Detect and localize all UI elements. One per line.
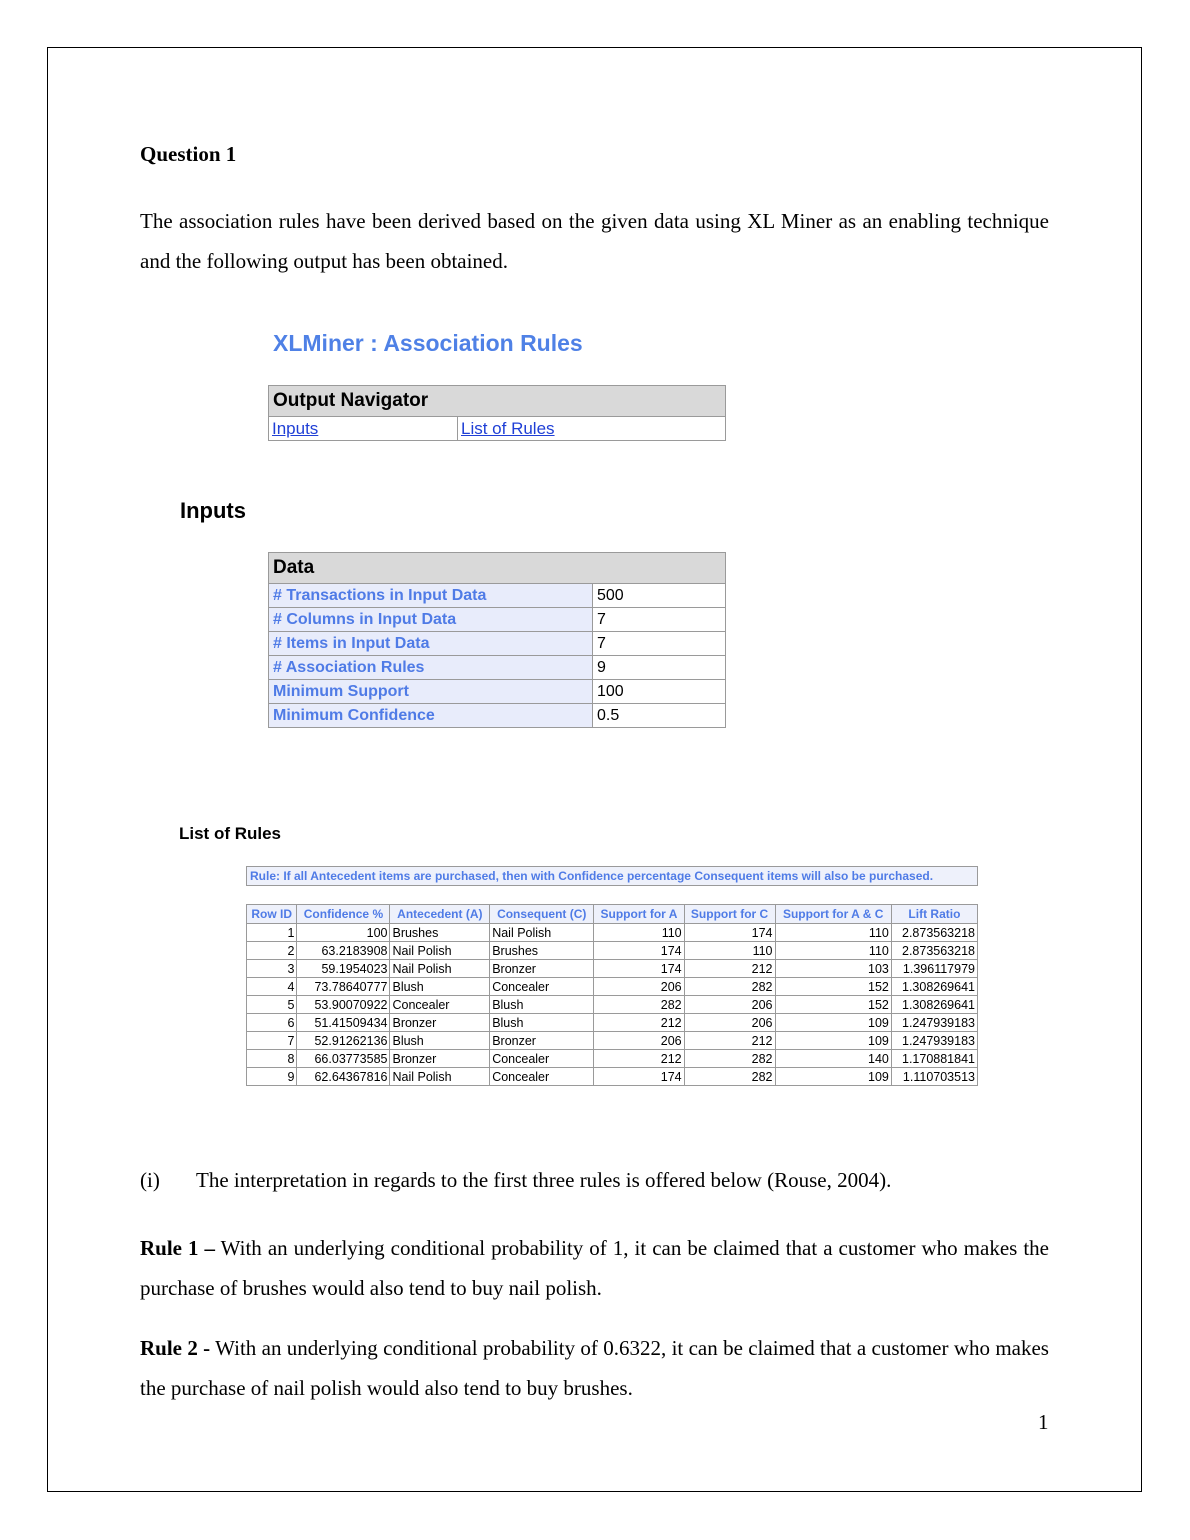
data-row (269, 632, 726, 656)
table-cell: 212 (594, 1014, 684, 1032)
table-cell: Concealer (490, 978, 594, 996)
rules-body (247, 924, 978, 1086)
table-cell: 1.308269641 (891, 978, 977, 996)
table-cell: 109 (775, 1032, 891, 1050)
table-cell: Nail Polish (390, 1068, 490, 1086)
data-value: 0.5 (593, 704, 726, 728)
table-cell: 1.247939183 (891, 1014, 977, 1032)
col-header: Support for A & C (775, 905, 891, 924)
col-header: Antecedent (A) (390, 905, 490, 924)
table-cell: 1 (247, 924, 297, 942)
output-navigator-header: Output Navigator (269, 386, 726, 417)
table-cell: 3 (247, 960, 297, 978)
question-title: Question 1 (140, 142, 237, 166)
table-cell: 66.03773585 (297, 1050, 390, 1068)
table-cell: Bronzer (490, 960, 594, 978)
table-cell: Nail Polish (390, 942, 490, 960)
col-header: Row ID (247, 905, 297, 924)
data-value: 100 (593, 680, 726, 704)
page-number: 1 (1038, 1410, 1049, 1434)
table-cell: 1.396117979 (891, 960, 977, 978)
col-header: Consequent (C) (490, 905, 594, 924)
table-cell: 152 (775, 996, 891, 1014)
table-cell: 4 (247, 978, 297, 996)
table-cell: 206 (684, 996, 775, 1014)
table-cell: Concealer (490, 1068, 594, 1086)
table-cell: 282 (684, 1068, 775, 1086)
table-cell: 100 (297, 924, 390, 942)
table-cell: 63.2183908 (297, 942, 390, 960)
table-cell: 6 (247, 1014, 297, 1032)
table-cell: 282 (684, 1050, 775, 1068)
rule1-paragraph (140, 1228, 1049, 1308)
table-cell: 282 (684, 978, 775, 996)
rules-header-row (247, 905, 978, 924)
table-cell: 2.873563218 (891, 924, 977, 942)
item-i-text: The interpretation in regards to the first three rules is offered below (Rouse, 2004). (196, 1168, 892, 1192)
rule2-text: With an underlying conditional probability of 0.6322, it can be claimed that a customer who makes the purchase of nail polish would also tend to buy brushes. (140, 1336, 1049, 1400)
table-cell: Brushes (390, 924, 490, 942)
table-cell: Blush (490, 996, 594, 1014)
table-cell: Concealer (490, 1050, 594, 1068)
table-cell: 212 (684, 960, 775, 978)
inputs-heading: Inputs (180, 498, 246, 523)
table-cell: Bronzer (390, 1050, 490, 1068)
data-value: 500 (593, 584, 726, 608)
table-cell: 8 (247, 1050, 297, 1068)
col-header: Support for C (684, 905, 775, 924)
table-cell: 1.170881841 (891, 1050, 977, 1068)
rule-note: Rule: If all Antecedent items are purchased, then with Confidence percentage Consequent items will also be purchased. (246, 866, 978, 886)
table-cell: 62.64367816 (297, 1068, 390, 1086)
table-cell: 59.1954023 (297, 960, 390, 978)
table-cell: 212 (594, 1050, 684, 1068)
rule2-label: Rule 2 - (140, 1336, 211, 1360)
data-label: # Transactions in Input Data (269, 584, 593, 608)
data-value: 7 (593, 608, 726, 632)
data-label: # Items in Input Data (269, 632, 593, 656)
output-navigator-table (268, 385, 726, 441)
table-cell: 109 (775, 1068, 891, 1086)
table-cell: 1.110703513 (891, 1068, 977, 1086)
table-cell: 51.41509434 (297, 1014, 390, 1032)
table-cell: Bronzer (390, 1014, 490, 1032)
table-cell: 1.308269641 (891, 996, 977, 1014)
rule1-text: With an underlying conditional probability of 1, it can be claimed that a customer who makes the purchase of brushes would also tend to buy nail polish. (140, 1236, 1049, 1300)
rules-table (246, 904, 978, 1086)
table-cell: 174 (684, 924, 775, 942)
table-cell: 212 (684, 1032, 775, 1050)
col-header: Support for A (594, 905, 684, 924)
table-cell: 152 (775, 978, 891, 996)
table-cell: 110 (594, 924, 684, 942)
data-label: # Association Rules (269, 656, 593, 680)
table-cell: 109 (775, 1014, 891, 1032)
table-cell: 206 (594, 978, 684, 996)
list-of-rules-heading: List of Rules (179, 824, 282, 843)
table-cell: Blush (390, 978, 490, 996)
rule1-label: Rule 1 – (140, 1236, 216, 1260)
table-cell: 140 (775, 1050, 891, 1068)
table-cell: Nail Polish (390, 960, 490, 978)
table-cell: 103 (775, 960, 891, 978)
table-cell: 7 (247, 1032, 297, 1050)
data-label: Minimum Confidence (269, 704, 593, 728)
table-cell: Brushes (490, 942, 594, 960)
data-table-header: Data (269, 553, 726, 584)
data-label: # Columns in Input Data (269, 608, 593, 632)
table-cell: 110 (775, 942, 891, 960)
list-of-rules-link[interactable]: List of Rules (461, 418, 555, 438)
table-cell: 282 (594, 996, 684, 1014)
table-cell: 110 (775, 924, 891, 942)
table-cell: Bronzer (490, 1032, 594, 1050)
table-cell: 5 (247, 996, 297, 1014)
inputs-link[interactable]: Inputs (272, 418, 319, 438)
table-row (247, 924, 978, 942)
table-cell: 9 (247, 1068, 297, 1086)
table-cell: Blush (390, 1032, 490, 1050)
data-table (268, 552, 726, 728)
table-cell: 52.91262136 (297, 1032, 390, 1050)
table-cell: Nail Polish (490, 924, 594, 942)
table-row (247, 960, 978, 978)
table-cell: 73.78640777 (297, 978, 390, 996)
data-value: 7 (593, 632, 726, 656)
data-row (269, 584, 726, 608)
table-row (247, 1068, 978, 1086)
table-row (247, 1032, 978, 1050)
table-row (247, 1050, 978, 1068)
col-header: Lift Ratio (891, 905, 977, 924)
data-row (269, 680, 726, 704)
table-cell: Blush (490, 1014, 594, 1032)
table-row (247, 996, 978, 1014)
item-i-marker: (i) (140, 1168, 160, 1192)
data-row (269, 608, 726, 632)
table-cell: 174 (594, 960, 684, 978)
col-header: Confidence % (297, 905, 390, 924)
data-label: Minimum Support (269, 680, 593, 704)
table-cell: 206 (684, 1014, 775, 1032)
table-cell: 174 (594, 1068, 684, 1086)
xlminer-title: XLMiner : Association Rules (273, 330, 583, 356)
data-row (269, 656, 726, 680)
intro-paragraph: The association rules have been derived based on the given data using XL Miner as an enabling technique and the following output has been obtained. (140, 209, 1049, 273)
data-value: 9 (593, 656, 726, 680)
table-cell: Concealer (390, 996, 490, 1014)
table-cell: 2.873563218 (891, 942, 977, 960)
table-cell: 174 (594, 942, 684, 960)
rule2-paragraph (140, 1328, 1049, 1408)
table-cell: 110 (684, 942, 775, 960)
table-row (247, 942, 978, 960)
table-cell: 1.247939183 (891, 1032, 977, 1050)
table-row (247, 1014, 978, 1032)
table-cell: 2 (247, 942, 297, 960)
table-cell: 206 (594, 1032, 684, 1050)
table-row (247, 978, 978, 996)
table-cell: 53.90070922 (297, 996, 390, 1014)
data-row (269, 704, 726, 728)
